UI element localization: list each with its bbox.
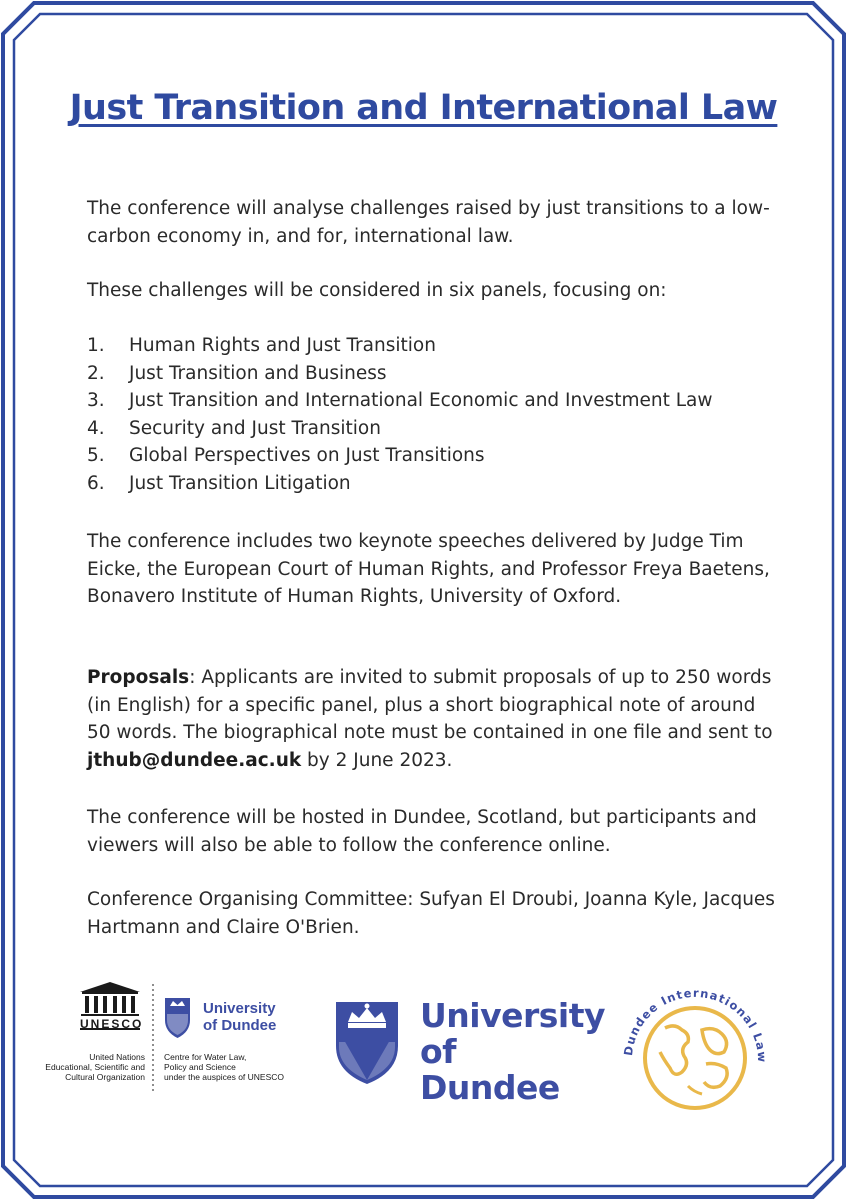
centre-name: Centre for Water Law, Policy and Science under the auspices of UNESCO [164, 1052, 285, 1082]
list-item: 2. Just Transition and Business [87, 362, 387, 384]
list-item: 3. Just Transition and International Economic and Investment Law [87, 390, 713, 412]
unesco-org-name: United Nations Educational, Scientific and Cultural Organization [45, 1052, 145, 1082]
globe-icon [610, 968, 780, 1113]
society-name-arc: Dundee International Law [621, 985, 770, 1064]
page-title: Just Transition and International Law [69, 88, 778, 128]
law-society-logo [610, 968, 780, 1113]
list-item: 5. Global Perspectives on Just Transitions [87, 445, 485, 467]
panels-lead-paragraph: These challenges will be considered in six panels, focusing on: [87, 280, 667, 301]
keynote-paragraph: The conference includes two keynote speeches delivered by Judge Tim Eicke, the European Court of Human Rights, and Professor Freya Baetens, Bonavero Institute of Human Rights, University of Oxford. [87, 531, 770, 607]
venue-paragraph: The conference will be hosted in Dundee, Scotland, but participants and viewers will also be able to follow the conference online. [87, 807, 757, 856]
unesco-centre-logo [40, 982, 290, 1094]
list-item: 4. Security and Just Transition [87, 417, 381, 439]
email-link[interactable]: jthub@dundee.ac.uk [87, 749, 302, 771]
dundee-wordmark: University of Dundee [420, 996, 606, 1107]
unesco-wordmark: UNESCO [80, 1017, 144, 1031]
proposals-paragraph: Proposals: Applicants are invited to submit proposals of up to 250 words (in English) for a specific panel, plus a short biographical note of around 50 words. The biographical note must be contained in one file and sent to jthub@dundee.ac.uk by 2 June 2023. [87, 667, 773, 771]
proposals-label: Proposals [87, 667, 190, 688]
dundee-shield-icon [334, 998, 404, 1088]
list-item: 6. Just Transition Litigation [87, 472, 351, 494]
centre-university-name: University of Dundee [203, 1000, 277, 1034]
committee-paragraph: Conference Organising Committee: Sufyan El Droubi, Joanna Kyle, Jacques Hartmann and Claire O'Brien. [87, 889, 775, 938]
university-of-dundee-logo [334, 996, 606, 1107]
intro-paragraph: The conference will analyse challenges raised by just transitions to a low-carbon economy in, and for, international law. [87, 198, 770, 247]
panel-list [87, 332, 713, 498]
list-item: 1. Human Rights and Just Transition [87, 335, 436, 356]
